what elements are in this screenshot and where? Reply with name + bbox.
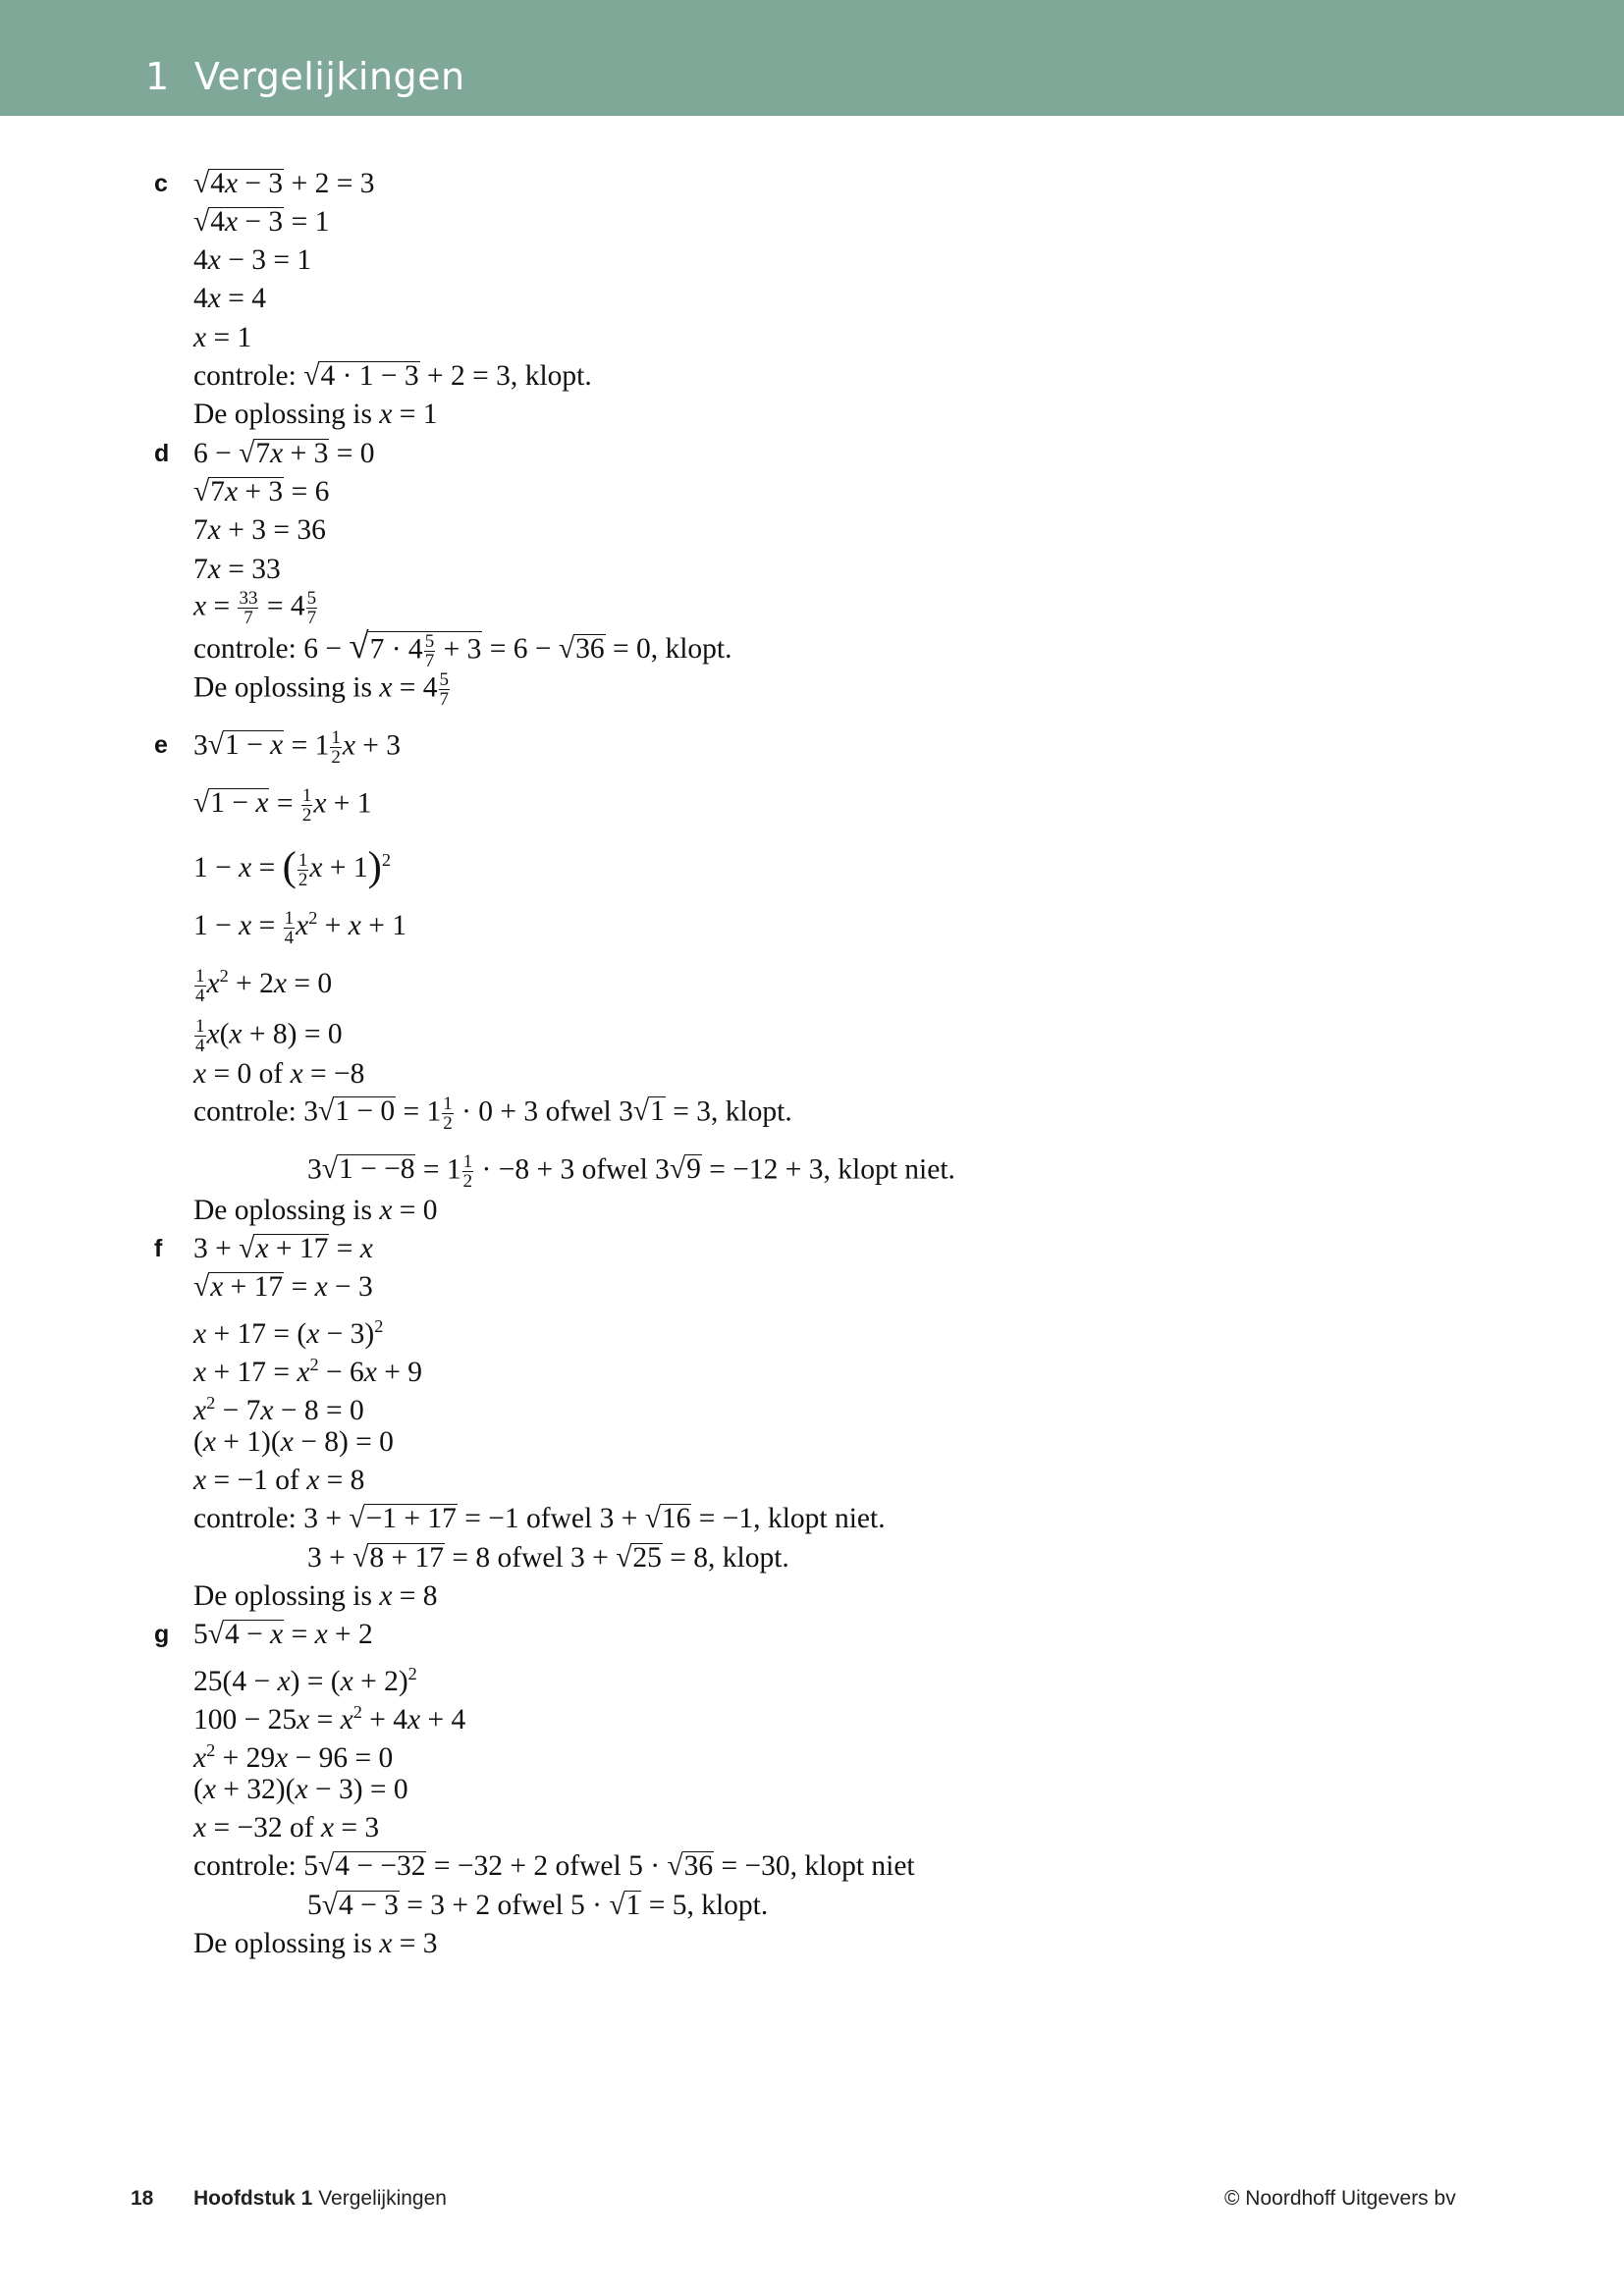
copyright-notice: © Noordhoff Uitgevers bv — [1224, 2187, 1456, 2210]
chapter-title: 1 Vergelijkingen — [145, 55, 465, 98]
solution-line: De oplossing is x = 8 — [193, 1580, 438, 1612]
equation-line: 1 − x = ( $\frac{1}{2}$ x + 1)$^2$ — [193, 843, 391, 890]
equation-line: 3√1 − x = 1 $\frac{1}{2}$ x + 3 — [193, 727, 402, 768]
equation-line: (x + 32)(x − 3) = 0 — [193, 1774, 408, 1805]
exercise-label-g: g — [154, 1621, 170, 1648]
equation-line: 3 + √x + 17 = x — [193, 1233, 373, 1264]
equation-line: $25(4 - x) = (x + 2)^2$ — [193, 1664, 417, 1697]
exercise-label-f: f — [154, 1235, 163, 1262]
check-line: 5√4 − 3 = 3 + 2 ofwel 5 · √1 = 5, klopt. — [307, 1890, 769, 1921]
exercise-label-c: c — [154, 170, 168, 197]
equation-line: √x + 17 = x − 3 — [193, 1271, 373, 1303]
solution-line: De oplossing is x = 3 — [193, 1928, 438, 1959]
equation-line: 4x − 3 = 1 — [193, 244, 312, 276]
equation-line: 5√4 − x = x + 2 — [193, 1619, 373, 1650]
check-line: controle: √4 · 1 − 3 + 2 = 3, klopt. — [193, 360, 592, 392]
equation-line: (x + 1)(x − 8) = 0 — [193, 1426, 394, 1458]
equation-line: $x + 17 = (x - 3)^2$ — [193, 1316, 384, 1350]
equation-line: x = $\frac{33}{7}$ = 4 $\frac{5}{7}$ — [193, 588, 317, 628]
page-footer — [0, 2187, 1624, 2226]
page-number: 18 — [131, 2187, 154, 2210]
equation-line: $x^2 - 7x - 8 = 0$ — [193, 1393, 364, 1426]
exercise-label-d: d — [154, 440, 170, 467]
equation-line: 7x = 33 — [193, 554, 281, 585]
equation-line: √7x + 3 = 6 — [193, 476, 330, 507]
check-line: controle: 3√1 − 0 = 1 $\frac{1}{2}$ · 0 + 3 ofwel 3√1 = 3, klopt. — [193, 1094, 792, 1134]
equation-line: 7x + 3 = 36 — [193, 514, 326, 546]
equation-line: x = −1 of x = 8 — [193, 1465, 365, 1496]
equation-line: x = −32 of x = 3 — [193, 1812, 380, 1843]
equation-line: √1 − x = $\frac{1}{2}$ x + 1 — [193, 785, 372, 826]
chapter-header — [0, 0, 1624, 116]
equation-line: $x^2 + 29x - 96 = 0$ — [193, 1740, 394, 1774]
solution-line: De oplossing is x = 4 $\frac{5}{7}$ — [193, 669, 450, 710]
equation-line: $x + 17 = x^2 - 6x + 9$ — [193, 1355, 422, 1388]
equation-line: 6 − √7x + 3 = 0 — [193, 438, 375, 469]
check-line: 3√1 − −8 = 1 $\frac{1}{2}$ · −8 + 3 ofwel 3√9 = −12 + 3, klopt niet. — [307, 1151, 955, 1192]
equation-line: x = 1 — [193, 322, 252, 353]
equation-line: 1 − x = $\frac{1}{4}$ $x^2 + x + 1$ — [193, 907, 406, 948]
footer-chapter: Hoofdstuk 1 Vergelijkingen — [193, 2187, 447, 2210]
equation-line: $100 - 25x = x^2 + 4x + 4$ — [193, 1702, 466, 1735]
equation-line: x = 0 of x = −8 — [193, 1058, 365, 1090]
equation-line: 4x = 4 — [193, 283, 266, 314]
solution-line: De oplossing is x = 0 — [193, 1195, 438, 1226]
check-line: controle: 3 + √−1 + 17 = −1 ofwel 3 + √16 = −1, klopt niet. — [193, 1503, 886, 1534]
equation-line: $\frac{1}{4}$ $x^2 + 2x = 0$ — [195, 965, 333, 1006]
equation-line: √4x − 3 + 2 = 3 — [193, 168, 375, 199]
solution-line: De oplossing is x = 1 — [193, 399, 438, 430]
equation-line: $\frac{1}{4}$ x(x + 8) = 0 — [195, 1016, 343, 1056]
exercise-label-e: e — [154, 731, 168, 759]
check-line: controle: 5√4 − −32 = −32 + 2 ofwel 5 · √36 = −30, klopt niet — [193, 1850, 915, 1882]
check-line: controle: 6 − √7 · 4 $\frac{5}{7}$ + 3 = 6 − √36 = 0, klopt. — [193, 625, 732, 671]
check-line: 3 + √8 + 17 = 8 ofwel 3 + √25 = 8, klopt. — [307, 1542, 789, 1574]
equation-line: √4x − 3 = 1 — [193, 206, 330, 238]
